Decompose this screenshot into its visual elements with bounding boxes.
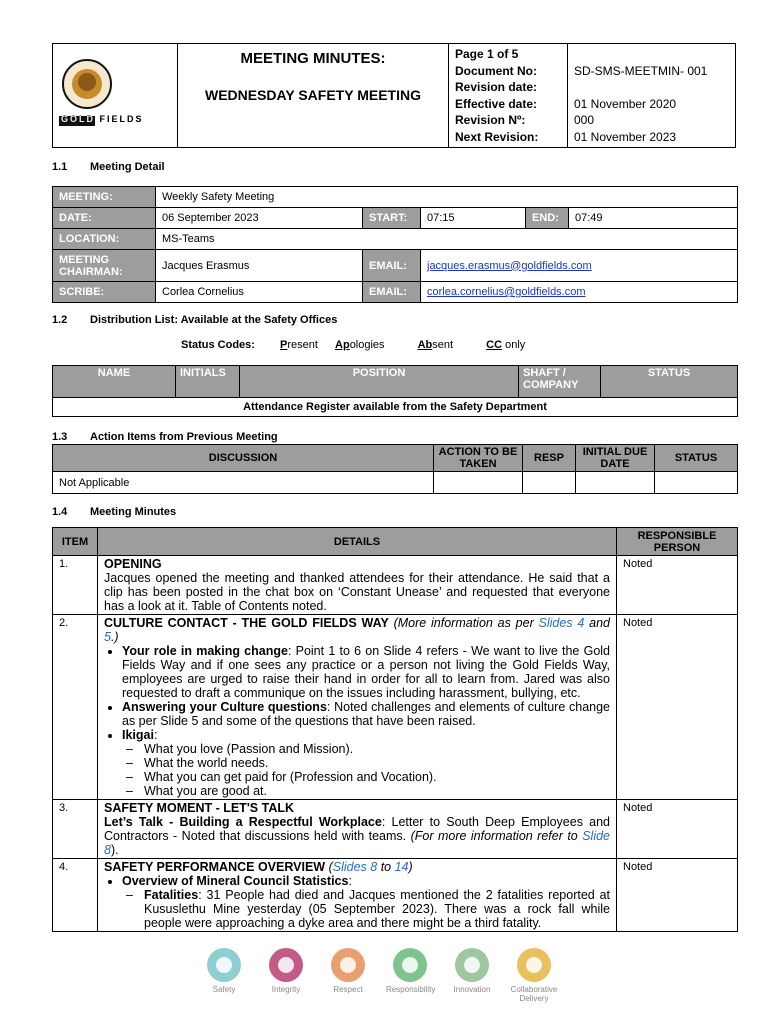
meta-label: Document No: (455, 63, 537, 78)
dash-list (122, 742, 610, 798)
item-details (98, 615, 617, 800)
item-resp: Noted (617, 859, 738, 932)
slide-link[interactable]: Slide 8 (104, 829, 611, 857)
item-text: Let’s Talk - Building a Respectful Workplace: Letter to South Deep Employees and Contractors - Noted that discussions held with teams. (For more information refer to Slide 8). (104, 815, 611, 857)
col-action: ACTION TO BE TAKEN (434, 445, 523, 472)
value-responsibility: Responsibility (386, 948, 434, 1010)
section-heading-minutes: 1.4 Meeting Minutes (52, 506, 177, 518)
minutes-row (53, 615, 738, 800)
location-value: MS-Teams (156, 229, 738, 250)
item-details (98, 556, 617, 615)
item-title: SAFETY PERFORMANCE OVERVIEW (104, 860, 326, 874)
meeting-label: MEETING: (53, 187, 156, 208)
item-number: 4. (53, 859, 98, 932)
respect-icon (331, 948, 365, 982)
bullet-list (104, 874, 610, 930)
meta-label: Revision date: (455, 80, 538, 94)
dash-item: – What you are good at. (144, 784, 610, 798)
meta-label: Revision Nº: (455, 113, 526, 127)
item-title: OPENING (104, 557, 162, 571)
code-apologies: Apologies (335, 339, 385, 351)
dash-item: – What you love (Passion and Mission). (144, 742, 610, 756)
responsibility-icon (393, 948, 427, 982)
date-value: 06 September 2023 (156, 208, 363, 229)
minutes-row (53, 859, 738, 932)
col-initials: INITIALS (176, 366, 240, 398)
effective-date: 01 November 2020 (574, 96, 677, 111)
bullet-item: • Overview of Mineral Council Statistics: – Fatalities: 31 People had died and Jacques mentioned the 2 fatalities reported at Kususlethu Mine yesterday (05 September 2023). There was a rock fall while people were approaching a dyke area and there might be a third fatality. (122, 874, 610, 930)
action-discussion: Not Applicable (53, 472, 434, 494)
scribe-email[interactable] (421, 282, 738, 303)
scribe-value: Corlea Cornelius (156, 282, 363, 303)
bullet-item: • Ikigai: – What you love (Passion and Mission). – What the world needs. – What you can get paid for (Profession and Vocation). – What you are good at. (122, 728, 610, 798)
location-label: LOCATION: (53, 229, 156, 250)
item-resp: Noted (617, 556, 738, 615)
lion-emblem-icon (53, 44, 177, 144)
item-number: 2. (53, 615, 98, 800)
item-details (98, 800, 617, 859)
minutes-row (53, 800, 738, 859)
code-present: Present (280, 339, 318, 351)
safety-icon (207, 948, 241, 982)
scribe-label: SCRIBE: (53, 282, 156, 303)
value-integrity: Integrity (262, 948, 310, 1010)
next-revision: 01 November 2023 (574, 129, 677, 144)
section-heading-distribution: 1.2 Distribution List: Available at the Safety Offices (52, 314, 338, 326)
innovation-icon (455, 948, 489, 982)
minutes-row (53, 556, 738, 615)
document-number: SD-SMS-MEETMIN- 001 (574, 63, 708, 78)
meta-label: Next Revision: (455, 129, 539, 144)
item-title: CULTURE CONTACT - THE GOLD FIELDS WAY (104, 616, 389, 630)
company-values-footer (200, 948, 560, 1010)
code-absent: Absent (417, 339, 454, 351)
item-text: Jacques opened the meeting and thanked attendees for their attendance. He said that a clip has been posted in the chat box on ‘Constant Unease’ and requested that everyone has a look at it. Table of Contents noted. (104, 571, 610, 613)
email-label: EMAIL: (363, 250, 421, 282)
col-item: ITEM (53, 528, 98, 556)
revision-number: 000 (574, 113, 595, 127)
col-due: INITIAL DUE DATE (576, 445, 655, 472)
value-collaborative-delivery: Collaborative Delivery (510, 948, 558, 1010)
code-cc: CC only (486, 339, 526, 351)
col-name: NAME (53, 366, 176, 398)
action-items-table (52, 444, 738, 494)
dash-item: – What you can get paid for (Profession and Vocation). (144, 770, 610, 784)
value-innovation: Innovation (448, 948, 496, 1010)
dash-item: – What the world needs. (144, 756, 610, 770)
value-respect: Respect (324, 948, 372, 1010)
meeting-detail-table (52, 186, 738, 303)
col-position: POSITION (240, 366, 519, 398)
collaborative-delivery-icon (517, 948, 551, 982)
minutes-table (52, 527, 738, 932)
item-resp: Noted (617, 800, 738, 859)
item-title-line: CULTURE CONTACT - THE GOLD FIELDS WAY (More information as per Slides 4 and 5.) (104, 616, 610, 644)
start-value: 07:15 (421, 208, 526, 229)
slide-link[interactable]: 5 (104, 630, 111, 644)
slide-link[interactable]: Slides 8 (332, 860, 378, 874)
bullet-list (104, 644, 610, 798)
date-label: DATE: (53, 208, 156, 229)
bullet-item: • Answering your Culture questions: Noted challenges and elements of culture change as per Slide 5 and some of the questions that have been raised. (122, 700, 610, 728)
gold-fields-logo (53, 44, 177, 144)
meeting-value: Weekly Safety Meeting (156, 187, 738, 208)
email-label: EMAIL: (363, 282, 421, 303)
scribe-email-link[interactable]: corlea.cornelius@goldfields.com (427, 286, 586, 298)
meta-value (574, 79, 729, 96)
logo-text: GOLD FIELDS (61, 114, 144, 124)
section-heading-detail: 1.1 Meeting Detail (52, 161, 165, 173)
col-discussion: DISCUSSION (53, 445, 434, 472)
end-value: 07:49 (569, 208, 738, 229)
document-header (52, 43, 736, 148)
value-safety: Safety (200, 948, 248, 1010)
meta-value (574, 46, 729, 63)
attendance-note: Attendance Register available from the Safety Department (53, 398, 738, 417)
col-details: DETAILS (98, 528, 617, 556)
slide-link[interactable]: 14 (394, 860, 409, 874)
chairman-email-link[interactable]: jacques.erasmus@goldfields.com (427, 259, 592, 272)
logo-cell (53, 44, 178, 148)
chairman-value: Jacques Erasmus (156, 250, 363, 282)
start-label: START: (363, 208, 421, 229)
meta-label: Effective date: (455, 96, 538, 111)
document-subtitle: WEDNESDAY SAFETY MEETING (204, 87, 421, 103)
status-codes (181, 339, 525, 351)
item-title-line: SAFETY PERFORMANCE OVERVIEW (Slides 8 to 14) (104, 860, 413, 874)
status-codes-label: Status Codes: (181, 339, 255, 351)
dash-list (122, 888, 610, 930)
integrity-icon (269, 948, 303, 982)
title-cell (178, 44, 449, 148)
page-indicator: Page 1 of 5 (455, 47, 519, 61)
col-status: STATUS (601, 366, 738, 398)
bullet-item: • Your role in making change: Point 1 to 6 on Slide 4 refers - We want to live the Gold Fields Way and if one sees any practice or a person not living the Gold Fields Way, employees are urged to raise their hand in order for all to learn from. Jared was also requested to draft a communique on the issues including harassment, bullying, etc. (122, 644, 610, 700)
distribution-table (52, 365, 738, 417)
item-number: 3. (53, 800, 98, 859)
meta-labels (449, 44, 568, 148)
document-title: MEETING MINUTES: (240, 50, 386, 67)
chairman-label: MEETING CHAIRMAN: (53, 250, 156, 282)
dash-item: – Fatalities: 31 People had died and Jacques mentioned the 2 fatalities reported at Kususlethu Mine yesterday (05 September 2023). There was a rock fall while people were approaching a dyke area and there might be a third fatality. (144, 888, 610, 930)
chairman-email[interactable] (421, 250, 738, 282)
section-heading-actions: 1.3 Action Items from Previous Meeting (52, 431, 278, 443)
item-details (98, 859, 617, 932)
col-responsible: RESPONSIBLE PERSON (617, 528, 738, 556)
col-resp: RESP (523, 445, 576, 472)
col-shaft: SHAFT / COMPANY (519, 366, 601, 398)
item-resp: Noted (617, 615, 738, 800)
item-title: SAFETY MOMENT - LET'S TALK (104, 801, 295, 815)
slide-link[interactable]: Slides 4 (538, 616, 585, 630)
col-status: STATUS (655, 445, 738, 472)
meta-values (568, 44, 736, 148)
item-number: 1. (53, 556, 98, 615)
end-label: END: (526, 208, 569, 229)
